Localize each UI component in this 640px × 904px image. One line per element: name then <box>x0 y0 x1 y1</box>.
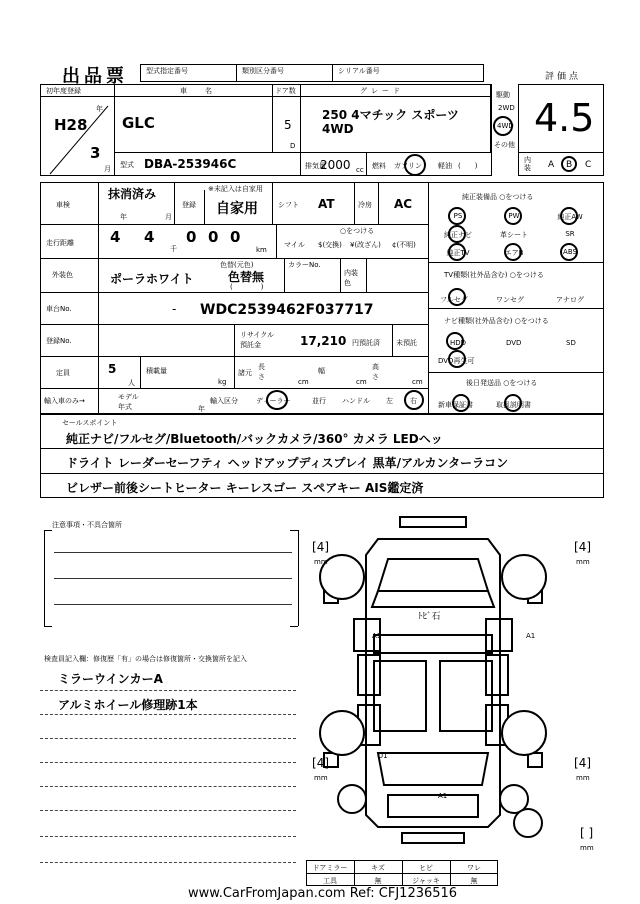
equip-item-circle <box>448 225 466 243</box>
legend-h-break: ワレ <box>467 864 481 872</box>
inspector-label: 検査員記入欄：修復歴「有」の場合は修復箇所・交換箇所を記入 <box>44 655 247 663</box>
nav-dvd: DVD <box>506 339 522 347</box>
interior-c: C <box>585 160 592 170</box>
chassis-label: 車台No. <box>46 305 72 313</box>
dim-height-unit: cm <box>412 378 423 386</box>
legend-jack-val: 無 <box>470 877 478 885</box>
import-parallel: 並行 <box>312 397 326 405</box>
color-orig-label: 色替(元色) <box>220 261 254 269</box>
score-label: 評価点 <box>545 72 582 82</box>
sales-label: セールスポイント <box>62 419 118 427</box>
mileage-opt-tamper: ¥(改ざん) <box>350 241 381 249</box>
equip-item: エアB <box>504 249 524 257</box>
reg-month: 3 <box>90 144 101 162</box>
mileage-digit: 0 <box>186 228 197 246</box>
tire-spare-mm: mm <box>580 844 594 852</box>
sales-line-1: 純正ナビ/フルセグ/Bluetooth/バックカメラ/360° カメラ LEDヘッ <box>66 432 443 446</box>
tire-fr: [4] <box>574 540 592 554</box>
equip-item: 純正TV <box>446 249 470 257</box>
ac-value: AC <box>394 197 413 211</box>
diag-mark-a1-left: A1 <box>372 632 382 640</box>
drive-label: 駆動 <box>496 91 510 99</box>
mileage-circle-note: ○をつける <box>340 227 375 235</box>
reg-label: 登録No. <box>46 337 72 345</box>
watermark: www.CarFromJapan.com Ref: CFJ1236516 <box>188 886 458 901</box>
dims-label: 諸元 <box>238 369 252 377</box>
equip-item-circle <box>448 207 466 225</box>
doors-value: 5 <box>284 118 292 132</box>
mile-unit-label: マイル <box>284 241 305 249</box>
note-line-2: アルミホイール修理跡1本 <box>58 698 198 712</box>
legend-h-mirror: ドアミラー <box>312 864 348 872</box>
chassis-dash: - <box>172 302 177 316</box>
tire-fr-mm: mm <box>576 558 590 566</box>
chassis-value: WDC2539462F037717 <box>200 302 374 318</box>
tv-fullseg-circle <box>448 288 466 306</box>
legend-h-crack: ヒビ <box>419 864 433 872</box>
era-year: H28 <box>54 116 88 134</box>
tv-analog: アナログ <box>556 296 584 304</box>
trans-value: AT <box>318 197 335 211</box>
color-code-label: カラーNo. <box>288 261 321 269</box>
interior-label: 内装 <box>524 156 531 172</box>
mileage-opt-exchange: $(交換) <box>318 241 342 249</box>
dvd-play: DVD再生可 <box>438 357 475 365</box>
dealer-circle <box>266 390 288 410</box>
dim-length: 長さ <box>258 363 265 381</box>
name-label: 車名 <box>180 87 230 95</box>
nav-sd: SD <box>566 339 576 347</box>
door-suffix: D <box>290 142 296 150</box>
equip-item-circle <box>504 207 522 225</box>
grade-label: グレード <box>360 87 404 95</box>
sales-line-3: ビレザー前後シートヒーター キーレスゴー スペアキー AIS鑑定済 <box>66 481 424 495</box>
equip-item: 純正ナビ <box>444 231 472 239</box>
mileage-digit: 4 <box>110 228 121 246</box>
tire-rr-mm: mm <box>576 774 590 782</box>
tv-fullseg: フルセグ <box>440 296 468 304</box>
drive-other: その他 <box>494 141 515 149</box>
diag-mark-a1-rear: A1 <box>438 792 448 800</box>
tire-rr-depth: 4 <box>578 756 587 770</box>
legend-tools-val: 無 <box>374 877 382 885</box>
drive-4wd-circle <box>493 116 513 136</box>
tire-fr-depth: 4 <box>578 540 587 554</box>
model-year-unit: 年 <box>198 405 205 413</box>
regist-kanji: 登録 <box>182 201 196 209</box>
dim-length-unit: cm <box>298 378 309 386</box>
tire-rr: [4] <box>574 756 592 770</box>
tire-rl: [4] <box>312 756 330 770</box>
nav-hdd-circle <box>446 332 467 350</box>
cc-unit: cc <box>356 166 364 174</box>
inspection-label: 車検 <box>56 201 70 209</box>
dvd-play-circle <box>448 350 466 368</box>
handle-right-circle <box>404 390 424 410</box>
equip-item: 革シート <box>500 231 528 239</box>
later-manual-circle <box>504 394 522 412</box>
equip-item: SR <box>565 230 575 238</box>
load-unit: kg <box>218 378 227 386</box>
use-type: 自家用 <box>216 201 258 217</box>
equip-item: PS <box>453 212 463 220</box>
equip-item-circle <box>560 243 578 261</box>
ac-label: 冷房 <box>358 201 372 209</box>
regist-note: ※未記入は自家用 <box>208 185 263 193</box>
drive-2wd: 2WD <box>498 104 515 112</box>
later-manual: 取扱説明書 <box>496 401 531 409</box>
model-label: 型式 <box>120 161 134 169</box>
later-warranty: 新車保証書 <box>438 401 473 409</box>
notes-label: 注意事項・不具合箇所 <box>52 521 122 529</box>
tire-rl-mm: mm <box>314 774 328 782</box>
capacity-value: 5 <box>108 362 117 376</box>
fuel-circle <box>404 154 426 176</box>
grade-value: 250 4マチック スポーツ 4WD <box>322 108 459 136</box>
tire-rl-depth: 4 <box>316 756 325 770</box>
later-title: 後日発送品 ○をつける <box>466 379 538 387</box>
class-label: 類別区分番号 <box>242 67 284 75</box>
import-label: 輸入車のみ→ <box>44 397 85 405</box>
model-year-label: モデル年式 <box>118 393 139 411</box>
sales-line-2: ドライト レーダーセーフティ ヘッドアップディスプレイ 黒革/アルカンターラコン <box>66 456 509 470</box>
tire-fl-mm: mm <box>314 558 328 566</box>
tire-spare: [ ] <box>580 826 594 840</box>
fuel-label: 燃料 <box>372 162 386 170</box>
color-label: 外装色 <box>52 271 73 279</box>
dim-width-unit: cm <box>356 378 367 386</box>
handle-left: 左 <box>386 397 393 405</box>
diag-mark-tobiishi: ﾄﾋﾞ石 <box>418 612 441 622</box>
mileage-digit: 4 <box>144 228 155 246</box>
tire-fl: [4] <box>312 540 330 554</box>
equip-item: 純正AW <box>557 213 583 221</box>
diag-mark-a1-right: A1 <box>526 632 536 640</box>
km-unit: km <box>256 246 267 254</box>
inspection-year-unit: 年 <box>120 213 127 221</box>
disp-value: 2000 <box>320 158 351 172</box>
mileage-digit: 0 <box>230 228 241 246</box>
handle-label: ハンドル <box>342 397 370 405</box>
color-changed: 色替無 <box>228 270 265 284</box>
equip-item-circle <box>560 207 578 225</box>
thousand-unit: 千 <box>170 245 177 253</box>
capacity-label: 定員 <box>56 369 70 377</box>
mileage-digit: 0 <box>208 228 219 246</box>
month-unit: 月 <box>104 165 111 173</box>
equip-item: PW <box>508 212 520 220</box>
form-title: 出品票 <box>62 66 128 87</box>
equip-title: 純正装備品 ○をつける <box>462 193 534 201</box>
recycle-yen: 円預託済 <box>352 339 380 347</box>
dim-width: 幅 <box>318 367 325 375</box>
recycle-label: リサイクル預託金 <box>240 331 275 349</box>
diesel-label: 軽油 <box>438 162 452 170</box>
disp-label: 排気量 <box>305 162 326 170</box>
equip-item: ABS <box>563 248 577 256</box>
inspection-status: 抹消済み <box>108 187 157 201</box>
serial-label: シリアル番号 <box>338 67 380 75</box>
legend-jack: ジャッキ <box>412 877 440 885</box>
inspection-month-unit: 月 <box>165 213 172 221</box>
dim-height: 高さ <box>372 363 379 381</box>
fuel-paren: ( ) <box>458 162 478 170</box>
equip-item-circle <box>504 243 522 261</box>
trans-label: シフト <box>278 201 299 209</box>
fuel-value: ガソリン <box>394 162 422 170</box>
capacity-unit: 人 <box>128 379 135 387</box>
tire-fl-depth: 4 <box>316 540 325 554</box>
interior-b-circle <box>561 156 577 172</box>
recycle-value: 17,210 <box>300 334 347 348</box>
interior-a: A <box>548 160 555 170</box>
legend-tools: 工具 <box>323 877 337 885</box>
doors-label: ドア数 <box>275 87 296 95</box>
nav-hdd: HDD <box>450 339 467 347</box>
mileage-opt-unknown: ¢(不明) <box>392 241 416 249</box>
later-warranty-circle <box>452 394 470 412</box>
legend-h-scratch: キズ <box>371 864 385 872</box>
interior-b: B <box>566 160 573 170</box>
tv-oneseg: ワンセグ <box>496 296 524 304</box>
drive-4wd: 4WD <box>497 122 514 130</box>
model-value: DBA-253946C <box>144 157 237 171</box>
import-kubun: 輸入区分 <box>210 397 238 405</box>
load-label: 積載量 <box>146 367 167 375</box>
car-name: GLC <box>122 114 155 132</box>
equip-item-circle <box>448 243 466 261</box>
interior-color-label: 内装色 <box>344 269 358 287</box>
year-unit: 年 <box>96 105 103 113</box>
recycle-unpaid: 未預託 <box>396 339 417 347</box>
color-value: ポーラホワイト <box>110 272 194 286</box>
handle-right: 右 <box>410 397 417 405</box>
tv-title: TV種類(社外品含む) ○をつける <box>444 271 544 279</box>
car-diagram <box>318 515 548 845</box>
score-value: 4.5 <box>534 96 595 140</box>
mileage-label: 走行距離 <box>46 239 74 247</box>
header-strip <box>140 64 484 82</box>
nav-title: ナビ種類(社外品含む) ○をつける <box>444 317 549 325</box>
type-cert-label: 型式指定番号 <box>146 67 188 75</box>
color-paren: ( ) <box>230 283 264 291</box>
diag-mark-u1: U1 <box>378 752 388 760</box>
first-reg-label: 初年度登録 <box>46 87 81 95</box>
import-dealer: ディーラー <box>256 397 291 405</box>
note-line-1: ミラーウインカーA <box>58 672 163 686</box>
